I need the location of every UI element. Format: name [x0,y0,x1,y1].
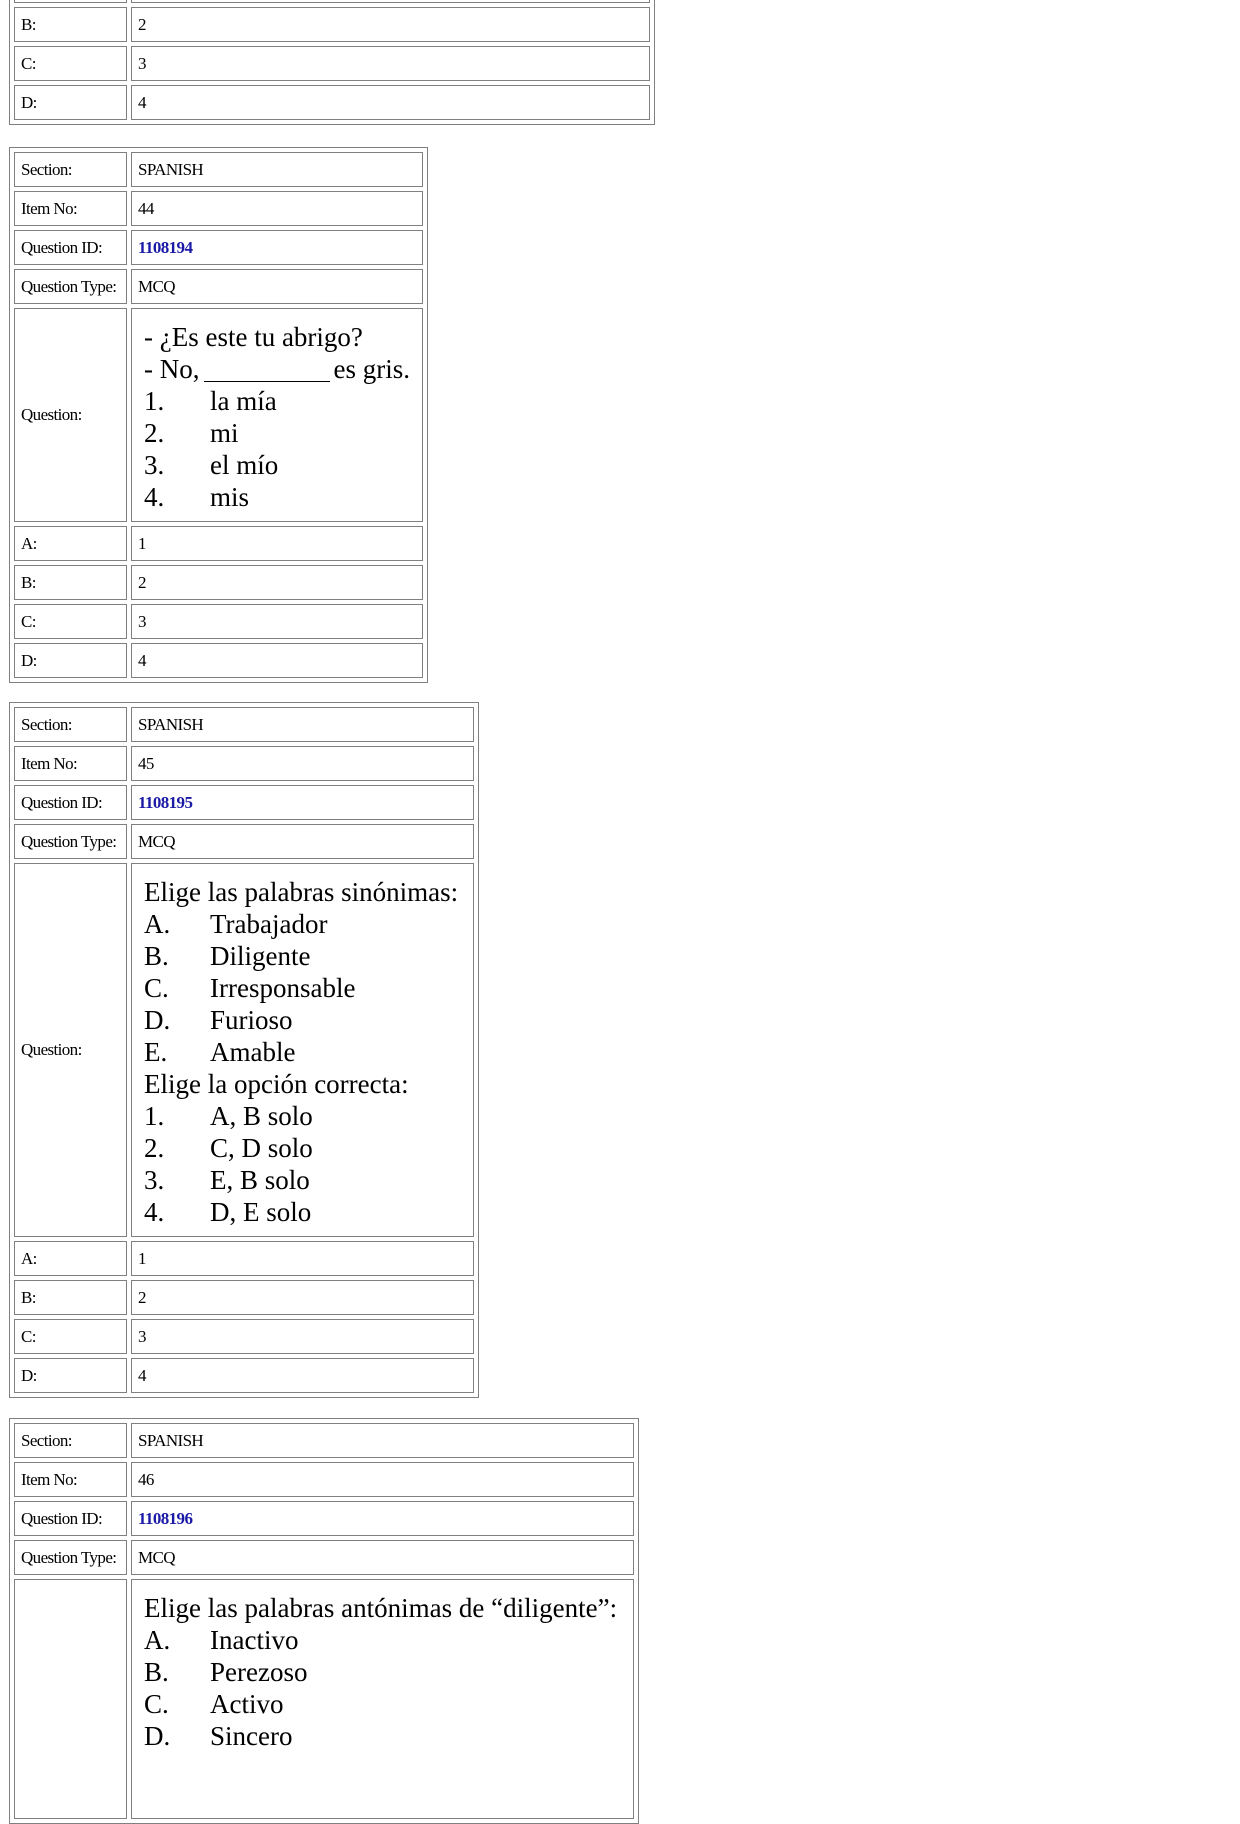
question-id-value: 1108194 [131,230,423,265]
word-line [144,1720,627,1752]
label-question-type: Question Type: [14,824,127,859]
option-number: 1. [144,1101,165,1131]
label-item-no: Item No: [14,746,127,781]
question-line: Elige las palabras antónimas de “diligente”: [144,1593,618,1623]
section-value: SPANISH [131,1423,634,1458]
word-letter: A. [144,909,171,939]
item-no-value: 46 [131,1462,634,1497]
item-no-value: 44 [131,191,423,226]
word-line [144,1004,467,1036]
label-b: B: [14,565,127,600]
label-b: B: [14,7,127,42]
question-text: es gris. [333,354,410,384]
option-line [144,1132,467,1164]
question-table-46 [9,1418,639,1824]
answer-b: 2 [131,565,423,600]
label-question [14,1579,127,1819]
answer-d: 4 [131,1358,474,1393]
option-text: la mía [210,386,277,416]
word-line [144,972,467,1004]
word-line [144,1656,627,1688]
option-text: D, E solo [210,1197,312,1227]
label-b: B: [14,1280,127,1315]
option-number: 3. [144,1165,165,1195]
word-text: Furioso [210,1005,293,1035]
option-number: 4. [144,482,165,512]
label-c: C: [14,46,127,81]
label-d: D: [14,643,127,678]
fill-blank [204,355,330,382]
question-type-value: MCQ [131,269,423,304]
option-number: 4. [144,1197,165,1227]
section-value: SPANISH [131,707,474,742]
word-letter: C. [144,973,169,1003]
word-line [144,940,467,972]
label-section: Section: [14,1423,127,1458]
label-section: Section: [14,152,127,187]
answer-a: 1 [131,1241,474,1276]
question-id-value: 1108196 [131,1501,634,1536]
question-line: Elige la opción correcta: [144,1069,409,1099]
question-body [131,863,474,1237]
word-letter: B. [144,941,169,971]
answer-d: 4 [131,643,423,678]
word-text: Perezoso [210,1657,308,1687]
option-line [144,417,416,449]
answer-d: 4 [131,85,650,120]
section-value: SPANISH [131,152,423,187]
option-line [144,385,416,417]
option-text: mi [210,418,239,448]
label-item-no: Item No: [14,1462,127,1497]
option-text: E, B solo [210,1165,310,1195]
word-line [144,1036,467,1068]
word-text: Amable [210,1037,296,1067]
answer-c: 3 [131,1319,474,1354]
option-line [144,1164,467,1196]
label-question-type: Question Type: [14,269,127,304]
label-a: A: [14,1241,127,1276]
label-question-type: Question Type: [14,1540,127,1575]
question-body [131,308,423,522]
option-number: 2. [144,418,165,448]
word-letter: D. [144,1005,171,1035]
question-type-value: MCQ [131,824,474,859]
answer-b: 2 [131,1280,474,1315]
option-line [144,449,416,481]
question-text: - No, [144,354,200,384]
answer-b: 2 [131,7,650,42]
empty-cell [131,0,650,3]
label-c: C: [14,604,127,639]
word-letter: A. [144,1625,171,1655]
label-d: D: [14,1358,127,1393]
label-section: Section: [14,707,127,742]
option-line [144,1100,467,1132]
word-text: Inactivo [210,1625,299,1655]
label-c: C: [14,1319,127,1354]
option-number: 1. [144,386,165,416]
answer-c: 3 [131,604,423,639]
empty-cell [14,0,127,3]
label-question-id: Question ID: [14,1501,127,1536]
word-text: Irresponsable [210,973,356,1003]
option-number: 3. [144,450,165,480]
label-question: Question: [14,863,127,1237]
question-body [131,1579,634,1819]
label-question-id: Question ID: [14,230,127,265]
label-question: Question: [14,308,127,522]
option-number: 2. [144,1133,165,1163]
question-id-value: 1108195 [131,785,474,820]
label-d: D: [14,85,127,120]
option-text: A, B solo [210,1101,313,1131]
option-text: C, D solo [210,1133,313,1163]
label-question-id: Question ID: [14,785,127,820]
answer-c: 3 [131,46,650,81]
word-text: Sincero [210,1721,293,1751]
word-line [144,1624,627,1656]
word-letter: D. [144,1721,171,1751]
answer-a: 1 [131,526,423,561]
word-letter: C. [144,1689,169,1719]
word-text: Trabajador [210,909,328,939]
question-table-prev [9,0,655,125]
word-line [144,908,467,940]
label-item-no: Item No: [14,191,127,226]
option-text: el mío [210,450,279,480]
word-line [144,1688,627,1720]
word-text: Activo [210,1689,284,1719]
word-letter: B. [144,1657,169,1687]
option-text: mis [210,482,250,512]
question-line [144,353,416,385]
question-line: Elige las palabras sinónimas: [144,877,459,907]
question-type-value: MCQ [131,1540,634,1575]
word-letter: E. [144,1037,168,1067]
option-line [144,1196,467,1228]
question-line: - ¿Es este tu abrigo? [144,322,363,352]
word-text: Diligente [210,941,311,971]
question-table-44 [9,147,428,683]
option-line [144,481,416,513]
question-table-45 [9,702,479,1398]
item-no-value: 45 [131,746,474,781]
label-a: A: [14,526,127,561]
